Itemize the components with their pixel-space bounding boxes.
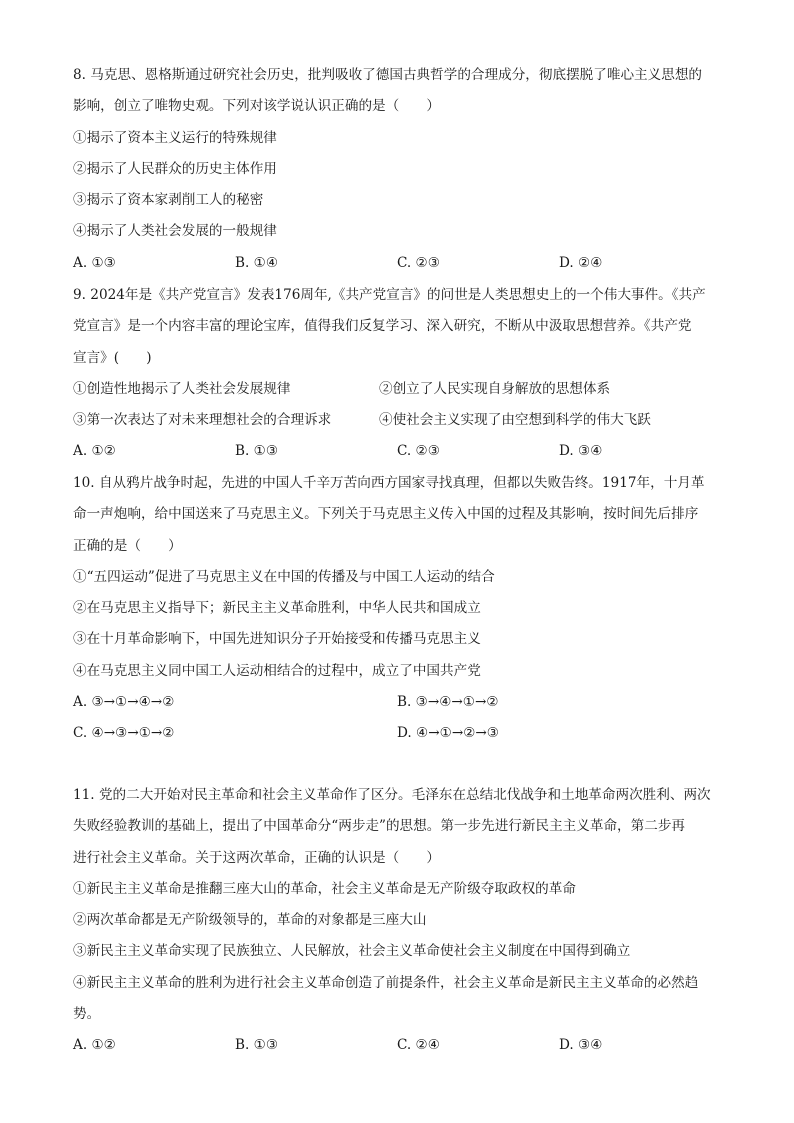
answer-options xyxy=(73,436,723,467)
statement-item: ④使社会主义实现了由空想到科学的伟大飞跃 xyxy=(379,412,651,429)
statement-row xyxy=(73,374,723,405)
question-stem-line: 影响，创立了唯物史观。下列对该学说认识正确的是（ ） xyxy=(73,98,441,115)
statement-item: ④新民主主义革命的胜利为进行社会主义革命创造了前提条件，社会主义革命是新民主主义革命的必然趋 xyxy=(73,974,699,991)
statement-item: ②两次革命都是无产阶级领导的，革命的对象都是三座大山 xyxy=(73,912,427,929)
option-d: D. ③④ xyxy=(559,1037,603,1054)
option-c: C. ④→③→①→② xyxy=(73,725,175,742)
option-c: C. ②③ xyxy=(397,443,440,460)
option-a: A. ①③ xyxy=(73,254,116,271)
question-8 xyxy=(73,60,723,279)
statement-item: ①新民主主义革命是推翻三座大山的革命，社会主义革命是无产阶级夺取政权的革命 xyxy=(73,880,576,897)
option-b: B. ①③ xyxy=(235,443,279,460)
statement-item: ②揭示了人民群众的历史主体作用 xyxy=(73,160,277,177)
question-stem-line: 命一声炮响，给中国送来了马克思主义。下列关于马克思主义传入中国的过程及其影响，按时间先后排序 xyxy=(73,506,699,523)
option-d: D. ③④ xyxy=(559,443,603,460)
question-stem-line: 8. 马克思、恩格斯通过研究社会历史，批判吸收了德国古典哲学的合理成分，彻底摆脱了唯心主义思想的 xyxy=(73,67,703,83)
statement-item: ①揭示了资本主义运行的特殊规律 xyxy=(73,129,277,146)
option-d: D. ④→①→②→③ xyxy=(397,725,499,742)
statement-item: ①“五四运动”促进了马克思主义在中国的传播及与中国工人运动的结合 xyxy=(73,568,495,585)
statement-item: ③揭示了资本家剥削工人的秘密 xyxy=(73,192,264,209)
statement-item-continued: 势。 xyxy=(73,1006,101,1023)
question-stem-line: 失败经验教训的基础上，提出了中国革命分“两步走”的思想。第一步先进行新民主主义革命，第二步再 xyxy=(73,818,686,835)
option-c: C. ②③ xyxy=(397,254,440,271)
question-stem-line: 正确的是（ ） xyxy=(73,537,182,554)
answer-options-row xyxy=(73,687,723,718)
question-10 xyxy=(73,468,723,750)
statement-item: ④在马克思主义同中国工人运动相结合的过程中，成立了中国共产党 xyxy=(73,662,481,679)
option-d: D. ②④ xyxy=(559,254,603,271)
option-b: B. ①④ xyxy=(235,254,279,271)
option-a: A. ③→①→④→② xyxy=(73,694,175,711)
answer-options xyxy=(73,1030,723,1061)
question-stem-line: 9. 2024年是《共产党宣言》发表176周年,《共产党宣言》的问世是人类思想史上的一个伟大事件。《共产 xyxy=(73,287,706,303)
answer-options xyxy=(73,248,723,279)
statement-item: ③第一次表达了对未来理想社会的合理诉求 xyxy=(73,412,332,429)
statement-row xyxy=(73,405,723,436)
question-stem-line: 党宣言》是一个内容丰富的理论宝库，值得我们反复学习、深入研究，不断从中汲取思想营养。《共产党 xyxy=(73,318,692,335)
statement-item: ③在十月革命影响下，中国先进知识分子开始接受和传播马克思主义 xyxy=(73,631,481,648)
question-stem-line: 10. 自从鸦片战争时起，先进的中国人千辛万苦向西方国家寻找真理，但都以失败告终。1917年，十月革 xyxy=(73,475,705,491)
option-a: A. ①② xyxy=(73,1037,116,1054)
statement-item: ④揭示了人类社会发展的一般规律 xyxy=(73,223,277,240)
question-11 xyxy=(73,780,723,1062)
statement-item: ②在马克思主义指导下；新民主主义革命胜利，中华人民共和国成立 xyxy=(73,600,481,617)
statement-item: ②创立了人民实现自身解放的思想体系 xyxy=(379,380,611,397)
option-b: B. ①③ xyxy=(235,1037,279,1054)
question-stem-line: 11. 党的二大开始对民主革命和社会主义革命作了区分。毛泽东在总结北伐战争和土地革命两次胜利、两次 xyxy=(73,787,711,803)
question-stem-line: 宣言》( ) xyxy=(73,349,152,366)
option-c: C. ②④ xyxy=(397,1037,440,1054)
statement-item: ①创造性地揭示了人类社会发展规律 xyxy=(73,380,291,397)
option-b: B. ③→④→①→② xyxy=(397,694,499,711)
option-a: A. ①② xyxy=(73,443,116,460)
question-stem-line: 进行社会主义革命。关于这两次革命，正确的认识是（ ） xyxy=(73,849,441,866)
question-9 xyxy=(73,280,723,468)
statement-item: ③新民主主义革命实现了民族独立、人民解放，社会主义革命使社会主义制度在中国得到确立 xyxy=(73,943,631,960)
answer-options-row xyxy=(73,718,723,749)
